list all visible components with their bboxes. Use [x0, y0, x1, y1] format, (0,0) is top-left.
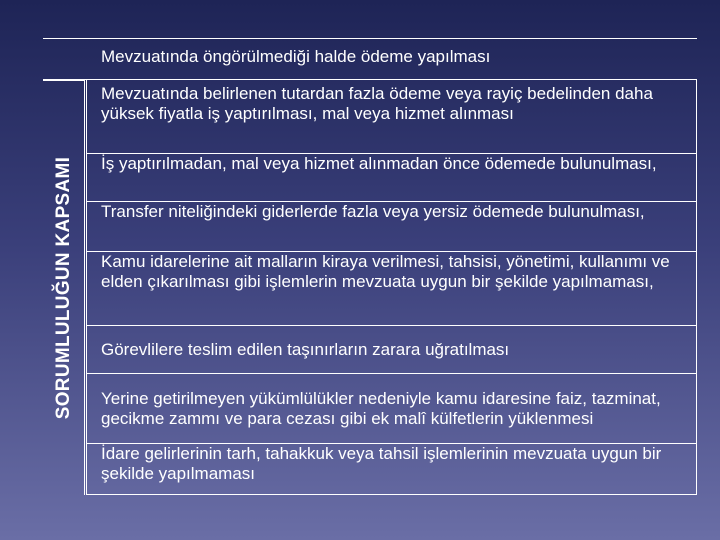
- table-row: [87, 374, 696, 444]
- header-title: Mevzuatında öngörülmediği halde ödeme yapılması: [101, 47, 491, 66]
- side-label-cell: [43, 80, 85, 495]
- table-row: İş yaptırılmadan, mal veya hizmet alınmadan önce ödemede bulunulması,: [87, 154, 696, 202]
- table-row-text: Görevlilere teslim edilen taşınırların zarara uğratılması: [101, 339, 510, 359]
- content-table: [86, 80, 697, 495]
- table-row: Transfer niteliğindeki giderlerde fazla veya yersiz ödemede bulunulması,: [87, 202, 696, 252]
- table-row: Kamu idarelerine ait malların kiraya verilmesi, tahsisi, yönetimi, kullanımı ve elden çıkarılması gibi işlemlerin mevzuata uygun bir şekilde yapılmaması,: [87, 252, 696, 326]
- header-row: [43, 38, 697, 80]
- table-row-text: Yerine getirilmeyen yükümlülükler nedeniyle kamu idaresine faiz, tazminat, gecikme zammı ve para cezası gibi ek malî külfetlerin yüklenmesi: [101, 388, 661, 428]
- table-row: İdare gelirlerinin tarh, tahakkuk veya tahsil işlemlerinin mevzuata uygun bir şekilde yapılmaması: [101, 444, 662, 483]
- table-row: [87, 326, 696, 374]
- table-row: Mevzuatında belirlenen tutardan fazla ödeme veya rayiç bedelinden daha yüksek fiyatla iş yaptırılması, mal veya hizmet alınması: [87, 84, 696, 154]
- side-label: SORUMLULUĞUN KAPSAMI: [52, 156, 74, 420]
